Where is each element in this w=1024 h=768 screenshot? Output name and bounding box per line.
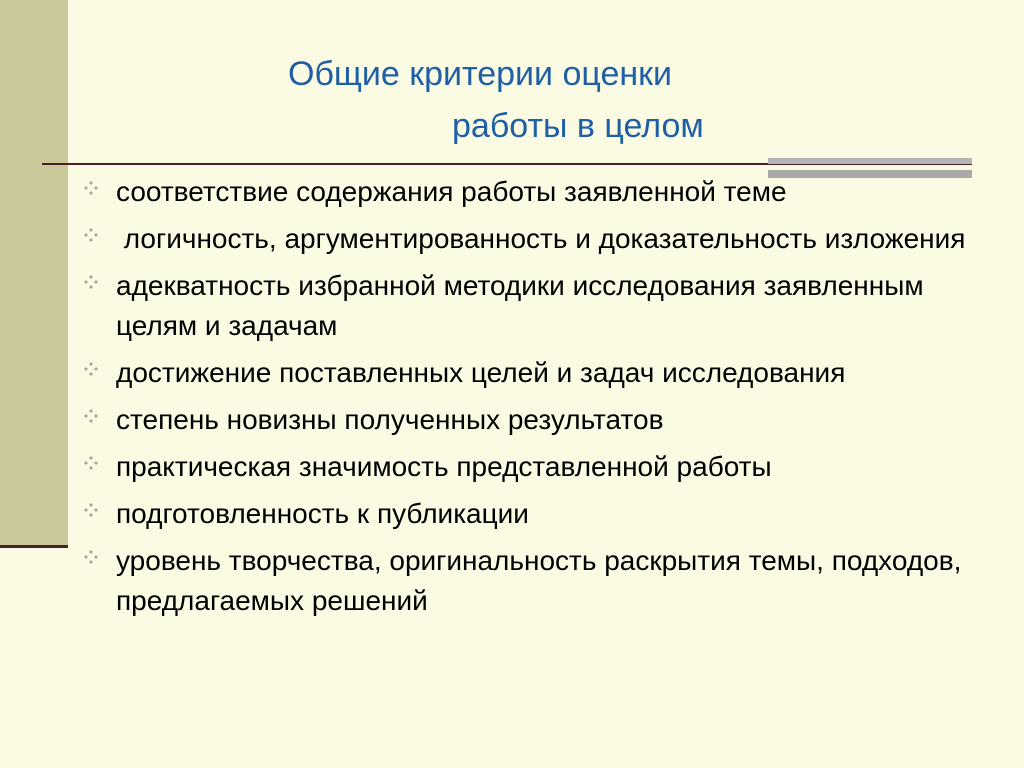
criteria-item <box>82 400 987 440</box>
criteria-item <box>82 219 987 259</box>
criteria-item <box>82 541 987 621</box>
criteria-list <box>82 172 987 628</box>
four-diamond-bullet-icon <box>83 408 99 424</box>
criteria-item <box>82 172 987 212</box>
criteria-item-text: практическая значимость представленной работы <box>116 451 772 482</box>
accent-bar-top <box>768 158 972 164</box>
criteria-item-text: степень новизны полученных результатов <box>116 404 664 435</box>
four-diamond-bullet-icon <box>83 455 99 471</box>
criteria-item <box>82 266 987 346</box>
left-band-underline <box>0 545 68 548</box>
four-diamond-bullet-icon <box>83 274 99 290</box>
four-diamond-bullet-icon <box>83 180 99 196</box>
slide-title-line-2: работы в целом <box>452 107 704 145</box>
criteria-item-text: достижение поставленных целей и задач исследования <box>116 357 846 388</box>
left-decorative-band <box>0 0 68 545</box>
criteria-item-text: адекватность избранной методики исследования заявленным целям и задачам <box>116 270 932 341</box>
criteria-item-text: уровень творчества, оригинальность раскрытия темы, подходов, предлагаемых решений <box>116 545 970 616</box>
criteria-item-text: соответствие содержания работы заявленной теме <box>116 176 787 207</box>
criteria-item <box>82 494 987 534</box>
criteria-item-text: подготовленность к публикации <box>116 498 529 529</box>
criteria-item <box>82 353 987 393</box>
four-diamond-bullet-icon <box>83 361 99 377</box>
slide-title-line-1: Общие критерии оценки <box>288 55 673 93</box>
four-diamond-bullet-icon <box>83 227 99 243</box>
four-diamond-bullet-icon <box>83 549 99 565</box>
four-diamond-bullet-icon <box>83 502 99 518</box>
criteria-item-text: логичность, аргументированность и доказательность изложения <box>116 223 966 254</box>
criteria-item <box>82 447 987 487</box>
